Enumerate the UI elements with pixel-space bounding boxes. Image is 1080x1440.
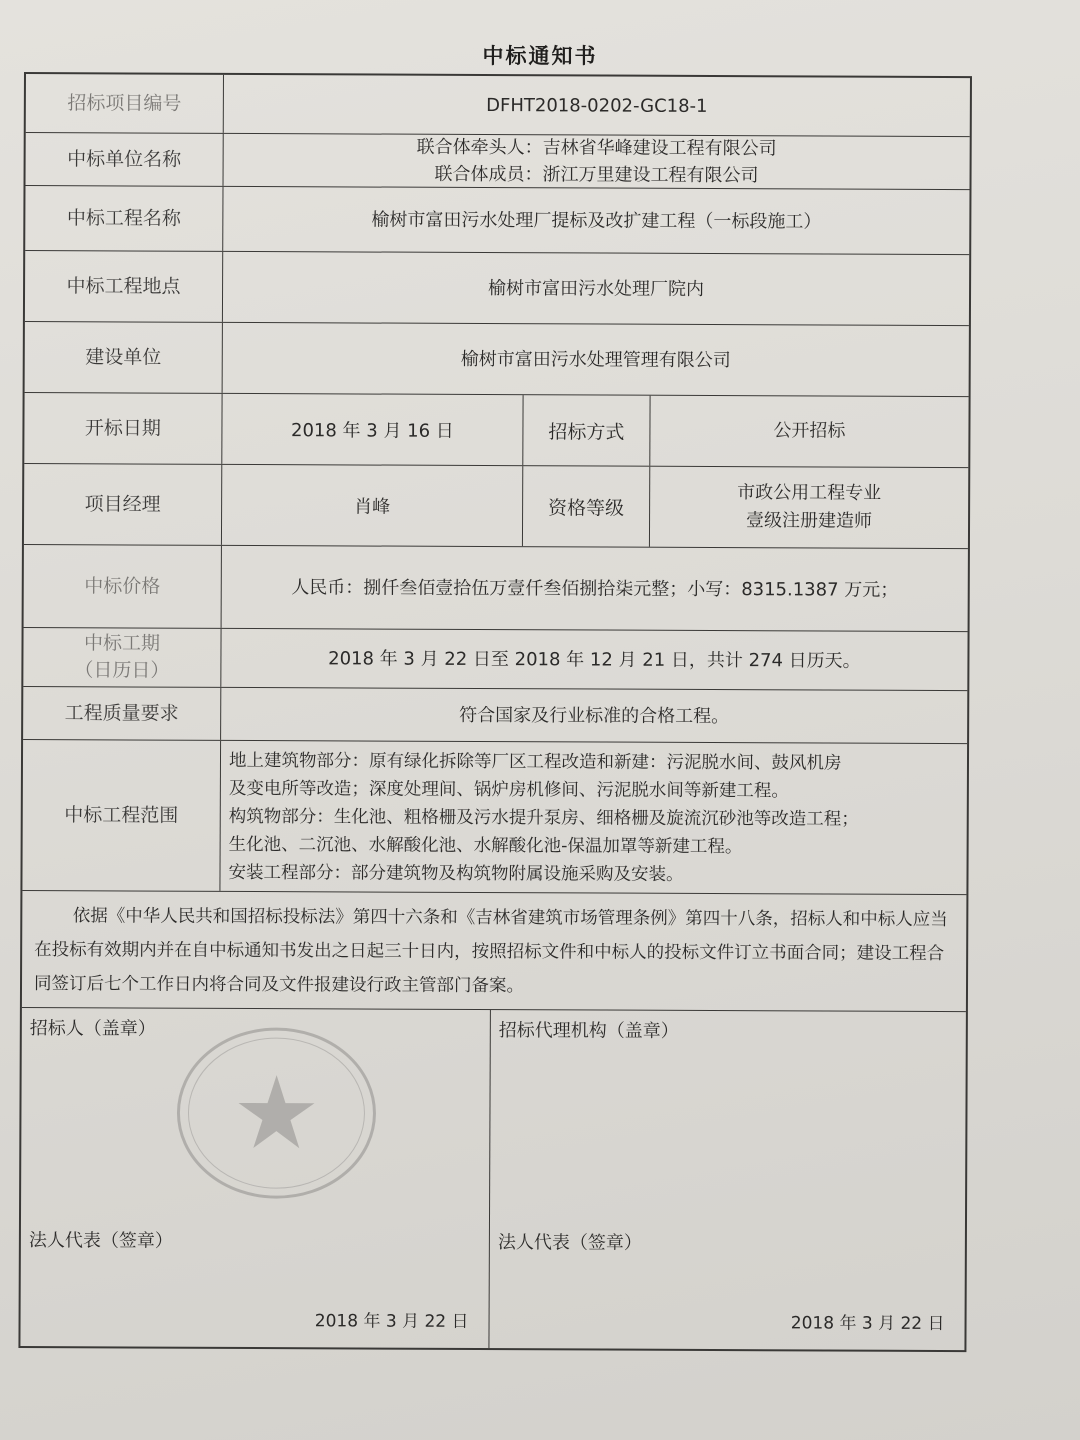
row-builder [25,322,969,397]
label-bid-method: 招标方式 [523,395,650,466]
signature-agency [489,1010,965,1350]
award-form-table [18,72,972,1352]
label-price: 中标价格 [24,545,222,628]
label-open-date: 开标日期 [24,393,222,464]
scope-line: 构筑物部分：生化池、粗格栅及污水提升泵房、细格栅及旋流沉砂池等改造工程； [228,806,859,830]
value-quality: 符合国家及行业标准的合格工程。 [459,704,730,727]
tenderer-seal-label: 招标人（盖章） [29,1018,156,1040]
tenderer-rep-label: 法人代表（签章） [28,1230,173,1253]
label-manager: 项目经理 [24,464,222,545]
row-open-date [24,393,968,468]
label-scope: 中标工程范围 [22,740,221,891]
winner-member: 联合体成员：浙江万里建设工程有限公司 [434,163,759,187]
signature-section [20,1008,965,1350]
value-qualification [650,467,968,548]
tenderer-date: 2018 年 3 月 22 日 [314,1311,469,1333]
agency-date: 2018 年 3 月 22 日 [790,1313,945,1335]
page-title: 中标通知书 [482,44,598,68]
value-period: 2018 年 3 月 22 日至 2018 年 12 月 21 日，共计 274 日历天。 [328,647,861,672]
label-winner: 中标单位名称 [26,133,224,186]
qualification-line-1: 市政公用工程专业 [737,482,882,504]
row-period [23,628,967,691]
value-manager: 肖峰 [222,465,523,546]
label-project-name: 中标工程名称 [25,186,223,251]
label-qualification: 资格等级 [523,466,650,547]
signature-tenderer [20,1008,490,1348]
qualification-line-2: 壹级注册建造师 [746,510,873,532]
label-builder: 建设单位 [25,322,223,393]
value-project-no: DFHT2018-0202-GC18-1 [486,94,708,117]
value-winner [224,134,970,189]
period-label-line-2: （日历日） [74,659,170,682]
agency-seal-label: 招标代理机构（盖章） [498,1020,679,1043]
label-period [23,628,221,687]
scope-line: 生化池、二沉池、水解酸化池、水解酸化池-保温加罩等新建工程。 [228,834,743,858]
legal-basis-paragraph: 依据《中华人民共和国招标投标法》第四十六条和《吉林省建筑市场管理条例》第四十八条，招标人和中标人应当在投标有效期内并在自中标通知书发出之日起三十日内，按照招标文件和中标人的投标文件订立书面合同；建设工程合同签订后七个工作日内将合同及文件报建设行政主管部门备案。 [22,891,967,1012]
agency-rep-label: 法人代表（签章） [497,1232,642,1255]
row-project-name [25,186,969,255]
value-builder: 榆树市富田污水处理管理有限公司 [460,348,731,371]
scope-line: 安装工程部分：部分建筑物及构筑物附属设施采购及安装。 [228,862,684,885]
row-winner [26,133,970,190]
row-quality [23,687,967,744]
value-bid-method: 公开招标 [773,420,846,442]
label-quality: 工程质量要求 [23,687,221,740]
official-seal-icon [171,1023,382,1204]
value-open-date: 2018 年 3 月 16 日 [222,394,523,465]
value-project-name: 榆树市富田污水处理厂提标及改扩建工程（一标段施工） [371,209,822,232]
scope-line: 地上建筑物部分：原有绿化拆除等厂区工程改造和新建：污泥脱水间、鼓风机房 [228,750,842,774]
row-price [24,545,968,632]
row-manager [24,464,968,549]
label-project-no: 招标项目编号 [26,74,224,133]
value-scope [220,741,967,894]
row-project-no [26,74,970,137]
value-location: 榆树市富田污水处理厂院内 [488,277,705,300]
label-location: 中标工程地点 [25,251,223,322]
value-price: 人民币：捌仟叁佰壹拾伍万壹仟叁佰捌拾柒元整；小写：8315.1387 万元； [291,576,899,601]
period-label-line-1: 中标工期 [83,632,161,656]
row-scope [22,740,967,895]
row-location [25,251,969,326]
winner-lead: 联合体牵头人：吉林省华峰建设工程有限公司 [416,136,777,160]
scope-line: 及变电所等改造；深度处理间、锅炉房机修间、污泥脱水间等新建工程。 [228,778,789,802]
